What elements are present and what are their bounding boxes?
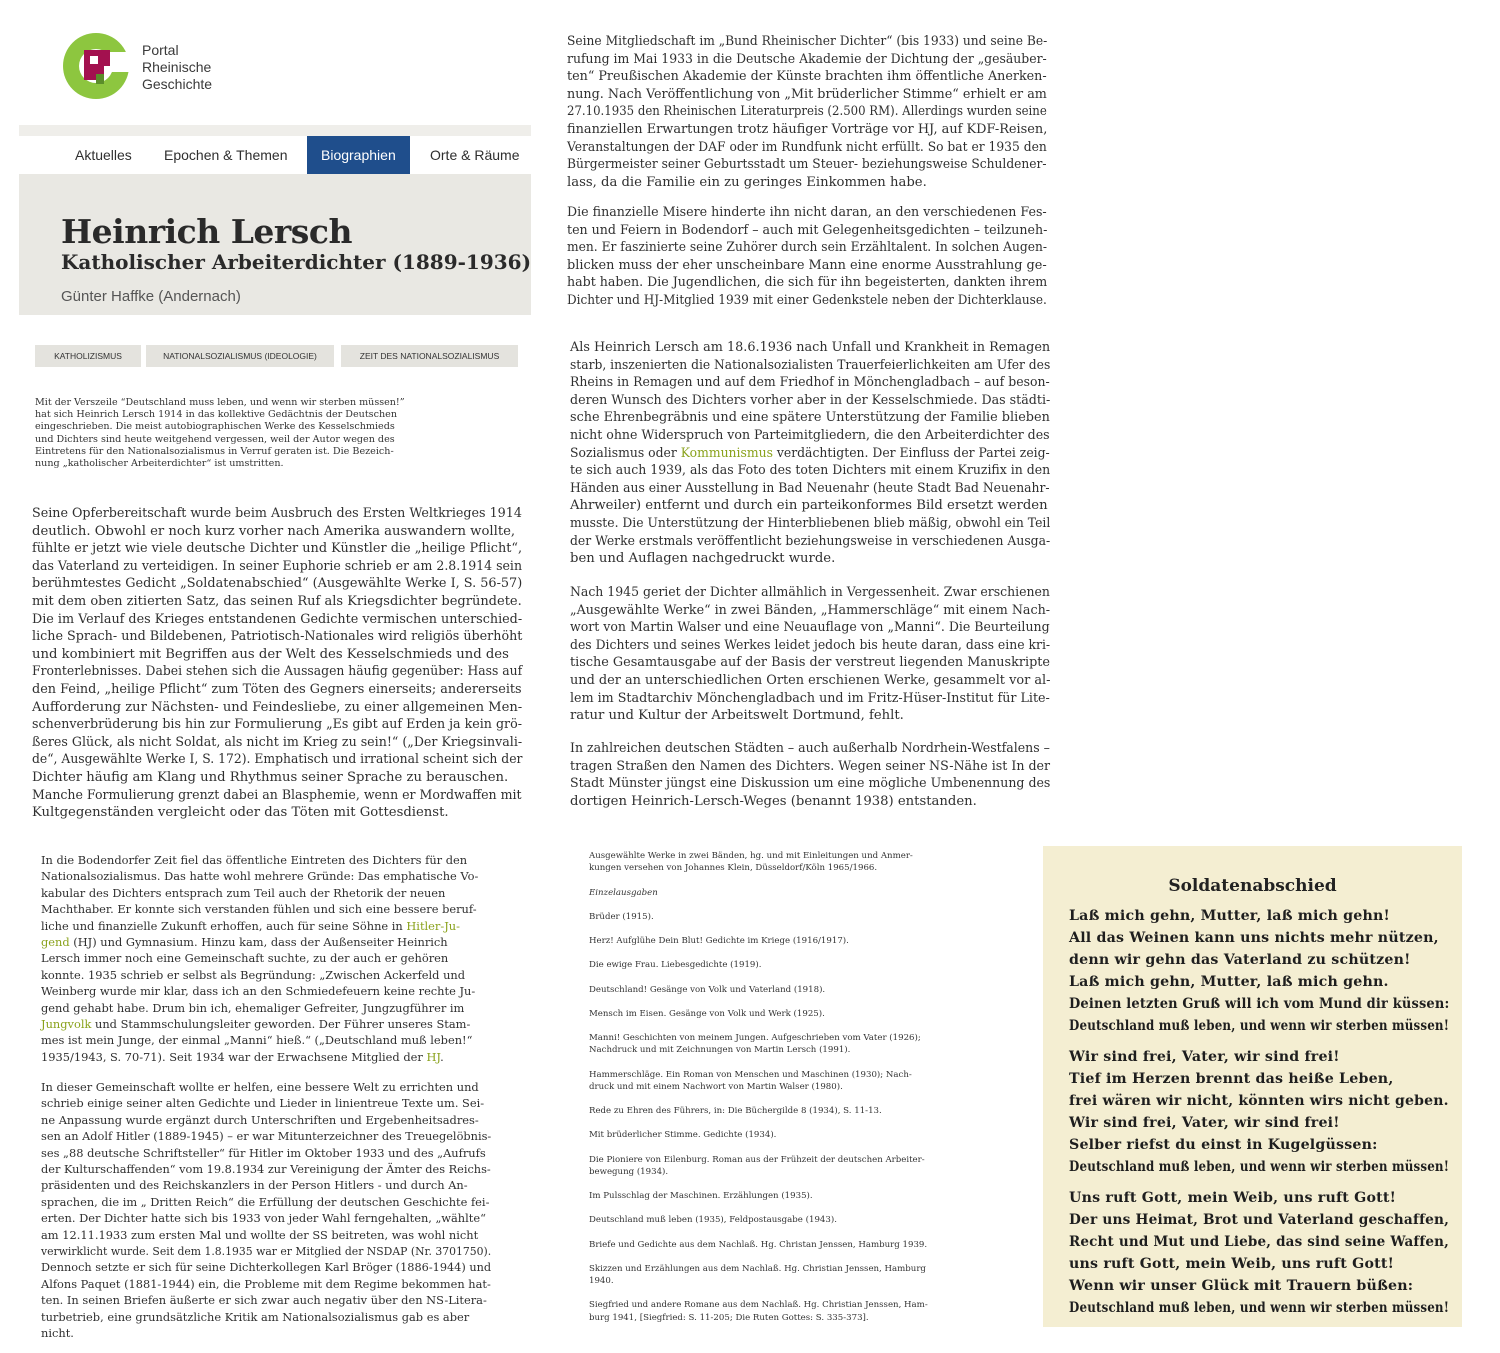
paragraph-weltkrieg (32, 505, 522, 822)
text-line: musste. Die Unterstützung der Hinterbliebenen blieb mäßig, obwohl ein Teil (570, 515, 1051, 531)
text-line (41, 918, 491, 934)
poem-line: Uns ruft Gott, mein Weib, uns ruft Gott! (1069, 1190, 1397, 1206)
text-line: wort von Martin Walser und eine Neuauflage von „Manni“. Die Beurteilung (570, 620, 1050, 636)
link-hj[interactable]: HJ (426, 1049, 441, 1064)
text-line: lass, da die Familie ein zu geringes Einkommen habe. (567, 174, 927, 190)
text-line: Manche Formulierung grenzt dabei an Blasphemie, wenn er Mordwaffen mit (32, 787, 522, 803)
bibliography-intro (589, 850, 949, 875)
text-line: und der an unterschiedlichen Orten erschienen Werke, gesammelt vor al- (570, 672, 1051, 688)
poem-title: Soldatenabschied (1168, 876, 1337, 896)
text-line: und kombiniert mit Begriffen aus der Welt des Kesselschmieds und des (32, 646, 509, 662)
text-line: Händen aus einer Ausstellung in Bad Neuenahr (heute Stadt Bad Neuenahr- (570, 480, 1050, 496)
text-line: Im Pulsschlag der Maschinen. Erzählungen (1935). (589, 1191, 813, 1202)
text-line: Alfons Paquet (1881-1944) ein, die Probleme mit dem Regime bekommen hat- (41, 1276, 491, 1291)
text-line: In die Bodendorfer Zeit fiel das öffentliche Eintreten des Dichters für den (41, 853, 468, 867)
poem-line: All das Weinen kann uns nichts mehr nützen, (1069, 930, 1439, 946)
tag-nationalsozialismus[interactable]: NATIONALSOZIALISMUS (IDEOLOGIE) (146, 345, 334, 367)
text-line: 1940. (589, 1276, 614, 1287)
paragraph-tod (570, 339, 1050, 568)
bibliography-entry (589, 1154, 949, 1179)
main-nav (19, 136, 531, 174)
text-line: ratur und Kultur der Arbeitswelt Dortmund, fehlt. (570, 708, 904, 724)
paragraph-nach-1945 (570, 584, 1050, 725)
text-fragment: 1935/1943, S. 70-71). Seit 1934 war der Erwachsene Mitglied der (41, 1049, 427, 1064)
text-line: Bürgermeister seiner Geburtsstadt um Steuer- beziehungsweise Schuldener- (567, 157, 1047, 173)
text-fragment: liche und finanzielle Zukunft erhoffen, auch für seine Söhne in (41, 918, 407, 933)
text-line: Mit brüderlicher Stimme. Gedichte (1934). (589, 1130, 777, 1141)
bibliography-entry (589, 1299, 949, 1324)
text-line: der Werke erstmals veröffentlicht beziehungsweise in verschiedenen Ausga- (570, 533, 1051, 549)
text-line: nung. Nach Veröffentlichung von „Mit brüderlicher Stimme“ erhielt er am (567, 86, 1047, 102)
bibliography-entry (589, 1263, 949, 1288)
text-line: Die Pioniere von Eilenburg. Roman aus der Frühzeit der deutschen Arbeiter- (589, 1154, 925, 1165)
logo-line-2: Rheinische (142, 59, 212, 75)
text-line: der Kulturschaffenden“ vom 19.8.1934 zur Vereinigung der Ämter des Reichs- (41, 1162, 491, 1177)
text-line: „Ausgewählte Werke“ in zwei Bänden, „Hammerschläge“ mit einem Nach- (570, 602, 1051, 618)
bibliography-entry (589, 1239, 949, 1251)
text-line: Briefe und Gedichte aus dem Nachlaß. Hg. Christan Jenssen, Hamburg 1939. (589, 1239, 928, 1250)
paragraph-misere (567, 204, 1047, 310)
bibliography-entry (589, 1069, 949, 1094)
text-line: Als Heinrich Lersch am 18.6.1936 nach Unfall und Krankheit in Remagen (570, 340, 1051, 355)
text-line: Machthaber. Er konnte sich verstanden fühlen und sich eine bessere beruf- (41, 902, 477, 917)
text-line: men. Er faszinierte seine Zuhörer durch sein Erzähltalent. In solchen Augen- (567, 240, 1048, 256)
bibliography-entry (589, 1129, 949, 1141)
text-line: Rede zu Ehren des Führers, in: Die Büchergilde 8 (1934), S. 11-13. (589, 1106, 882, 1117)
text-line: lem im Stadtarchiv Mönchengladbach und im Fritz-Hüser-Institut für Lite- (570, 690, 1050, 706)
text-line: mit dem oben zitierten Satz, das seinen Ruf als Kriegsdichter begründete. (32, 593, 522, 609)
text-fragment: und Stammschulungsleiter geworden. Der Führer unseres Stam- (91, 1017, 471, 1032)
text-line: rufung im Mai 1933 in die Deutsche Akademie der Dichtung der „gesäuber- (567, 51, 1047, 67)
text-line: de“, Ausgewählte Werke I, S. 172). Emphatisch und irrational scheint sich der (32, 752, 523, 768)
text-line: sen an Adolf Hitler (1889-1945) – er war Mitunterzeichner des Treuegelöbnis- (41, 1129, 492, 1144)
bibliography-heading: Einzelausgaben (589, 887, 658, 898)
bibliography-entry (589, 1105, 949, 1117)
text-fragment: (HJ) und Gymnasium. Hinzu kam, dass der Außenseiter Heinrich (69, 935, 448, 950)
nav-item-orte-raeume[interactable]: Orte & Räume (430, 147, 520, 163)
text-line: des Dichters und seines Werkes leidet jedoch bis heute daran, dass eine kri- (570, 637, 1051, 653)
text-line: Deutschland muß leben (1935), Feldpostausgabe (1943). (589, 1215, 837, 1226)
nav-item-biographien[interactable]: Biographien (307, 136, 410, 174)
bibliography-entry (589, 1008, 949, 1020)
text-line: Skizzen und Erzählungen aus dem Nachlaß. Hg. Christian Jenssen, Hamburg (589, 1263, 926, 1274)
text-line: Die finanzielle Misere hinderte ihn nicht daran, an den verschiedenen Fes- (567, 205, 1047, 220)
poem-line: Tief im Herzen brennt das heiße Leben, (1069, 1071, 1394, 1087)
article-abstract (35, 397, 405, 470)
text-line (41, 1016, 491, 1032)
poem-line: frei wären wir nicht, könnten wirs nicht geben. (1069, 1093, 1449, 1109)
text-line: Herz! Aufglühe Dein Blut! Gedichte im Kriege (1916/1917). (589, 936, 849, 947)
text-line: Nach 1945 geriet der Dichter allmählich in Vergessenheit. Zwar erschienen (570, 585, 1050, 600)
tag-katholizismus[interactable]: KATHOLIZISMUS (35, 345, 141, 367)
abstract-line: eingeschrieben. Die meist autobiographischen Werke des Kesselschmieds (35, 421, 395, 433)
text-line: ses „88 deutsche Schriftsteller“ für Hitler im Oktober 1933 und des „Aufrufs (41, 1145, 486, 1160)
poem-line: denn wir gehn das Vaterland zu schützen! (1069, 952, 1411, 968)
link-hitler-jugend-cont[interactable]: gend (41, 935, 70, 950)
poem-line: Selber riefst du einst in Kugelgüssen: (1069, 1137, 1378, 1153)
text-line: deren Wunsch des Dichters vorher aber in der Kesselschmiede. Das städti- (570, 392, 1051, 408)
poem-line: Recht und Mut und Liebe, das sind seine Waffen, (1069, 1234, 1450, 1250)
text-line: Dennoch setzte er sich für seine Dichterkollegen Karl Bröger (1886-1944) und (41, 1260, 492, 1275)
text-line: In zahlreichen deutschen Städten – auch außerhalb Nordrhein-Westfalens – (570, 741, 1050, 756)
text-line: Fronterlebnisses. Dabei stehen sich die Aussagen häufig gegenüber: Hass auf (32, 664, 523, 680)
text-line: erten. Der Dichter hatte sich bis 1933 von jeder Wahl ferngehalten, „wählte“ (41, 1211, 486, 1226)
text-line: Veranstaltungen der DAF oder im Rundfunk nicht erfüllt. So bat er 1935 den (567, 139, 1047, 155)
logo-line-1: Portal (142, 42, 179, 58)
text-line: Dichter und HJ-Mitglied 1939 mit einer Gedenkstele neben der Dichterklause. (567, 292, 1047, 308)
abstract-line: Mit der Verszeile “Deutschland muss leben, und wenn wir sterben müssen!” (35, 397, 405, 408)
bibliography-entry (589, 1214, 949, 1226)
poem-line: Wenn wir unser Glück mit Trauern büßen: (1069, 1278, 1414, 1294)
text-line: den Feind, „heilige Pflicht“ zum Töten des Gegners einerseits; andererseits (32, 681, 522, 697)
text-line: habt haben. Die Jugendlichen, die sich für ihn begeisterten, dankten ihrem (567, 275, 1048, 291)
text-line: schenverbrüderung bis hin zur Formulierung „Es gibt auf Erden ja kein grö- (32, 717, 522, 733)
text-line: deutlich. Obwohl er noch kurz vorher nach Amerika auswandern wollte, (32, 523, 516, 539)
text-line: Manni! Geschichten von meinem Jungen. Aufgeschrieben vom Vater (1926); (589, 1033, 921, 1044)
poem-line: Deutschland muß leben, und wenn wir sterben müssen! (1069, 1018, 1450, 1034)
text-line: druck und mit einem Nachwort von Martin Walser (1980). (589, 1082, 843, 1093)
poem-line: Deinen letzten Gruß will ich vom Mund dir küssen: (1069, 996, 1450, 1012)
article-header (19, 174, 531, 315)
logo-line-3: Geschichte (142, 76, 213, 92)
nav-item-aktuelles[interactable]: Aktuelles (75, 147, 132, 163)
text-line: nicht. (41, 1326, 74, 1341)
poem-line: Deutschland muß leben, und wenn wir sterben müssen! (1069, 1300, 1450, 1316)
text-line: fühlte er jetzt wie viele deutsche Dichter und Künstler die „heilige Pflicht“, (32, 541, 523, 557)
text-line: finanziellen Erwartungen trotz häufiger Vorträge vor HJ, auf KDF-Reisen, (567, 121, 1048, 137)
bibliography (589, 850, 949, 1336)
text-line: bewegung (1934). (589, 1167, 669, 1178)
text-line: schrieb einige seiner alten Gedichte und Lieder in linientreue Texte um. Sei- (41, 1096, 485, 1111)
abstract-line: hat sich Heinrich Lersch 1914 in das kollektive Gedächtnis der Deutschen (35, 409, 398, 421)
link-kommunismus[interactable]: Kommunismus (680, 445, 773, 461)
text-line: konnte. 1935 schrieb er selbst als Begründung: „Zwischen Ackerfeld und (41, 967, 466, 982)
poem-line: Wir sind frei, Vater, wir sind frei! (1069, 1049, 1340, 1065)
link-hitler-jugend[interactable]: Hitler-Ju- (406, 918, 460, 933)
text-line: starb, inszenierten die Nationalsozialisten Trauerfeierlichkeiten am Ufer des (570, 357, 1051, 373)
text-line: das Vaterland zu verteidigen. In seiner Euphorie schrieb er am 2.8.1914 sein (32, 558, 523, 574)
text-line: ne Anpassung wurde ergänzt durch Unterschriften und Ergebenheitsadres- (41, 1112, 479, 1127)
text-line (570, 445, 1050, 463)
text-line: Ausgewählte Werke in zwei Bänden, hg. und mit Einleitungen und Anmer- (589, 851, 913, 861)
text-line: kungen versehen von Johannes Klein, Düsseldorf/Köln 1965/1966. (589, 863, 878, 874)
text-line: Kultgegenständen vergleicht oder das Töten mit Gottesdienst. (32, 805, 449, 821)
text-line: kabular des Dichters entsprach zum Teil auch der Rhetorik der neuen (41, 885, 446, 900)
page-title: Heinrich Lersch (61, 212, 352, 251)
poem-line: Laß mich gehn, Mutter, laß mich gehn. (1069, 974, 1389, 990)
text-line: Dichter häufig am Klang und Rhythmus seiner Sprache zu berauschen. (32, 769, 509, 785)
poem-line: Deutschland muß leben, und wenn wir sterben müssen! (1069, 1159, 1450, 1175)
poem-line: Wir sind frei, Vater, wir sind frei! (1069, 1115, 1340, 1131)
text-line: Stadt Münster jüngst eine Diskussion um eine mögliche Umbenennung des (570, 776, 1051, 792)
text-line: Lersch immer noch eine Gemeinschaft suchte, zu der auch er gehören (41, 951, 449, 966)
text-line: Deutschland! Gesänge von Volk und Vaterland (1918). (589, 984, 826, 995)
poem-line: Der uns Heimat, Brot und Vaterland geschaffen, (1069, 1212, 1450, 1228)
text-line: Rheins in Remagen und auf dem Friedhof in Mönchengladbach – auf beson- (570, 375, 1050, 391)
text-line: ben und Auflagen nachgedruckt wurde. (570, 551, 836, 567)
text-line (41, 1049, 491, 1065)
text-line: Mensch im Eisen. Gesänge von Volk und Werk (1925). (589, 1008, 825, 1019)
abstract-line: nung „katholischer Arbeiterdichter“ ist umstritten. (35, 458, 284, 470)
text-line: tische Gesamtausgabe auf der Basis der verstreut liegenden Manuskripte (570, 655, 1051, 671)
text-fragment: Sozialismus oder (570, 445, 681, 461)
text-line: In dieser Gemeinschaft wollte er helfen, eine bessere Welt zu errichten und (41, 1080, 479, 1094)
text-line: Aufforderung zur Nächsten- und Feindesliebe, zu einer allgemeinen Men- (32, 699, 523, 715)
text-line: 27.10.1935 den Rheinischen Literaturpreis (2.500 RM). Allerdings wurden seine (567, 104, 1047, 120)
poem-line: uns ruft Gott, mein Weib, uns ruft Gott! (1069, 1256, 1395, 1272)
author-name: Günter Haffke (Andernach) (61, 288, 241, 305)
bibliography-entry (589, 959, 949, 971)
text-line: turbetrieb, eine grundsätzliche Kritik am Nationalsozialismus gab es aber (41, 1309, 470, 1324)
text-line: Seine Opferbereitschaft wurde beim Ausbruch des Ersten Weltkrieges 1914 (32, 506, 522, 521)
poem-soldatenabschied (1043, 846, 1462, 1327)
text-line: Siegfried und andere Romane aus dem Nachlaß. Hg. Christian Jenssen, Ham- (589, 1300, 928, 1311)
paragraph-gemeinschaft (41, 1079, 491, 1342)
text-fragment: verdächtigten. Der Einfluss der Partei zeig- (772, 445, 1050, 461)
nav-item-epochen-themen[interactable]: Epochen & Themen (164, 147, 288, 163)
text-line: präsidenten und des Reichskanzlers in der Person Hitlers - und durch An- (41, 1178, 468, 1193)
text-line: burg 1941, [Siegfried: S. 11-205; Die Ruten Gottes: S. 335-373]. (589, 1312, 869, 1323)
text-line: ßeres Glück, als nicht Soldat, als nicht im Krieg zu sein!“ („Der Kriegsinvali- (32, 734, 523, 750)
tag-zeit-des-nationalsozialismus[interactable]: ZEIT DES NATIONALSOZIALISMUS (341, 345, 518, 367)
text-line: Nationalsozialismus. Das hatte wohl mehrere Gründe: Das emphatische Vo- (41, 869, 479, 884)
text-fragment: . (440, 1049, 444, 1064)
bibliography-entry (589, 984, 949, 996)
paragraph-bodendorf (41, 852, 491, 1065)
text-line: nicht ohne Widerspruch von Parteimitgliedern, die den Arbeiterdichter des (570, 427, 1050, 443)
text-line: sche Ehrenbegräbnis und eine spätere Unterstützung der Familie blieben (570, 410, 1050, 426)
text-line: gend gehabt habe. Drum bin ich, ehemaliger Gefreiter, Jungzugführer im (41, 1000, 465, 1015)
bibliography-entry (589, 935, 949, 947)
text-line: ten“ Preußischen Akademie der Künste brachten ihm öffentliche Anerken- (567, 69, 1047, 85)
text-line: mes ist mein Junge, der einmal „Manni“ hieß.“ („Deutschland muß leben!“ (41, 1033, 473, 1048)
text-line: ten. In seinen Briefen äußerte er sich zwar auch negativ über den NS-Litera- (41, 1293, 487, 1308)
bibliography-entry (589, 1032, 949, 1057)
text-line: liche Sprach- und Bildebenen, Patriotisch-Nationales wird religiös überhöht (32, 629, 523, 645)
portal-logo[interactable] (60, 30, 260, 105)
paragraph-strassen (570, 740, 1050, 810)
text-line: verwirklicht wurde. Seit dem 1.8.1935 war er Mitglied der NSDAP (Nr. 3701750). (41, 1244, 492, 1259)
paragraph-mitgliedschaft (567, 33, 1047, 191)
text-line: Ahrweiler) entfernt und durch ein parteikonformes Bild ersetzt werden (570, 498, 1048, 514)
text-line: Seine Mitgliedschaft im „Bund Rheinischer Dichter“ (bis 1933) und seine Be- (567, 34, 1048, 49)
bibliography-entry (589, 911, 949, 923)
text-line: Hammerschläge. Ein Roman von Menschen und Maschinen (1930); Nach- (589, 1069, 912, 1080)
link-jungvolk[interactable]: Jungvolk (41, 1017, 92, 1032)
bibliography-entry (589, 1190, 949, 1202)
abstract-line: Eintretens für den Nationalsozialismus in Verruf geraten ist. Die Bezeich- (35, 445, 394, 457)
text-line: blicken muss der eher unscheinbare Mann eine enorme Ausstrahlung ge- (567, 257, 1047, 273)
text-line: am 12.11.1933 zum ersten Mal und wollte der SS beitreten, was wohl nicht (41, 1227, 479, 1242)
text-line: te sich auch 1939, als das Foto des toten Dichters mit einem Kruzifix in den (570, 463, 1051, 479)
abstract-line: und Dichters sind heute weitgehend vergessen, weil der Autor wegen des (35, 433, 395, 445)
page-subtitle: Katholischer Arbeiterdichter (1889-1936) (61, 250, 532, 274)
text-line (41, 934, 491, 950)
text-line: ten und Feiern in Bodendorf – auch mit Gelegenheitsgedichten – teilzuneh- (567, 222, 1048, 238)
text-line: Die im Verlauf des Krieges entstandenen Gedichte vermischen unterschied- (32, 611, 523, 627)
text-line: Weinberg wurde mir klar, dass ich an den Schmiedefeuern keine rechte Ju- (41, 984, 476, 999)
text-line: Nachdruck und mit Zeichnungen von Martin Lersch (1991). (589, 1045, 851, 1056)
poem-line: Laß mich gehn, Mutter, laß mich gehn! (1069, 908, 1390, 924)
text-line: Brüder (1915). (589, 912, 654, 923)
text-line: Die ewige Frau. Liebesgedichte (1919). (589, 960, 762, 971)
text-line: tragen Straßen den Namen des Dichters. Wegen seiner NS-Nähe ist In der (570, 758, 1051, 774)
text-line: dortigen Heinrich-Lersch-Weges (benannt 1938) entstanden. (570, 793, 977, 809)
text-line: berühmtestes Gedicht „Soldatenabschied“ (Ausgewählte Werke I, S. 56-57) (32, 576, 523, 592)
portal-logo-icon (60, 30, 132, 102)
header-band (19, 125, 531, 136)
text-line: sprachen, die im „ Dritten Reich“ die Erfüllung der deutschen Geschichte fei- (41, 1194, 490, 1209)
